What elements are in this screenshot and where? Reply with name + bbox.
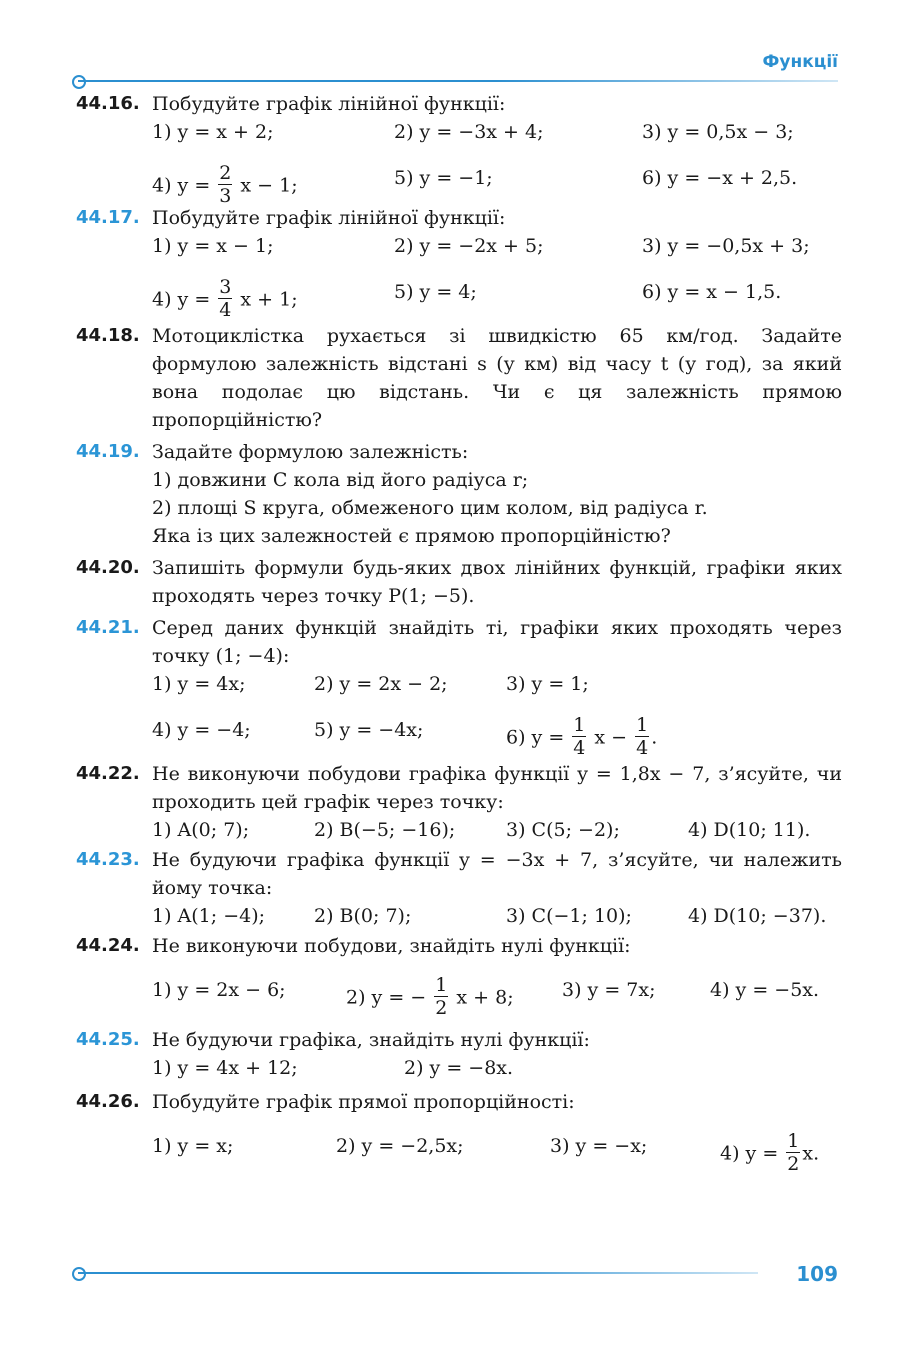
problem-number: 44.24. <box>76 935 140 956</box>
page-number: 109 <box>796 1262 838 1286</box>
list-item: 5) y = −1; <box>394 167 493 189</box>
problem-44-23 <box>76 846 842 932</box>
problem-number: 44.19. <box>76 441 140 462</box>
list-item: 1) y = x + 2; <box>152 121 274 143</box>
list-item: 4) y = −5x. <box>710 979 820 1001</box>
rule-endpoint-icon <box>72 75 86 89</box>
answer-row <box>152 670 842 700</box>
answer-row <box>152 816 842 846</box>
list-item: 4) D(10; 11). <box>688 819 811 841</box>
list-item: 2) y = − $\frac{1}{2}$ x + 8; <box>346 974 514 1019</box>
list-item: 3) y = −0,5x + 3; <box>642 235 810 257</box>
list-item: 4) y = $\frac{3}{4}$ x + 1; <box>152 276 298 321</box>
problem-number: 44.17. <box>76 207 140 228</box>
header-rule <box>78 80 838 82</box>
problem-number: 44.16. <box>76 93 140 114</box>
fraction: $\frac{1}{4}$ <box>573 714 586 759</box>
list-item: 3) y = 0,5x − 3; <box>642 121 794 143</box>
problem-text: Побудуйте графік лінійної функції: <box>152 93 506 115</box>
problem-number: 44.21. <box>76 617 140 638</box>
list-item: 2) y = −2,5x; <box>336 1135 464 1157</box>
fraction: $\frac{1}{4}$ <box>636 714 649 759</box>
problem-text: Побудуйте графік лінійної функції: <box>152 207 506 229</box>
problem-text: Побудуйте графік прямої пропорційності: <box>152 1091 575 1113</box>
problem-number: 44.18. <box>76 325 140 346</box>
list-item: 5) y = 4; <box>394 281 477 303</box>
fraction: $\frac{3}{4}$ <box>219 276 232 321</box>
list-item: 2) B(0; 7); <box>314 905 412 927</box>
problem-number: 44.22. <box>76 763 140 784</box>
problem-text: Не виконуючи побудови, знайдіть нулі функції: <box>152 935 631 957</box>
answer-row <box>152 902 842 932</box>
list-item: 4) y = $\frac{2}{3}$ x − 1; <box>152 162 298 207</box>
problem-44-22 <box>76 760 842 846</box>
problem-text: Серед даних функцій знайдіть ті, графіки яких проходять через точку (1; −4): <box>152 617 842 667</box>
answer-row <box>152 118 842 148</box>
list-item: 2) площі S круга, обмеженого цим колом, від радіуса r. <box>152 497 708 519</box>
problem-44-24 <box>76 932 842 1022</box>
list-item: 1) довжини C кола від його радіуса r; <box>152 469 529 491</box>
list-item: 3) C(−1; 10); <box>506 905 632 927</box>
list-item: 4) y = $\frac{1}{2}$ x. <box>720 1130 820 1175</box>
list-item: 6) y = $\frac{1}{4}$ x − $\frac{1}{4}$ . <box>506 714 658 759</box>
list-item: 2) y = −2x + 5; <box>394 235 544 257</box>
list-item: 6) y = −x + 2,5. <box>642 167 798 189</box>
problem-44-26 <box>76 1088 842 1178</box>
list-item: 1) y = 4x; <box>152 673 246 695</box>
answer-row <box>152 148 842 207</box>
problem-text: Мотоциклістка рухається зі швидкістю 65 км/год. Задайте формулою залежність відстані s (у км) від часу t (у год), за який вона подолає цю відстань. Чи є ця залежність прямою пропорційністю? <box>152 325 842 431</box>
problem-text: Не будуючи графіка функції y = −3x + 7, з’ясуйте, чи належить йому точка: <box>152 849 842 899</box>
list-item: 3) C(5; −2); <box>506 819 620 841</box>
answer-row <box>152 1116 842 1178</box>
problem-44-25 <box>76 1026 842 1084</box>
problem-44-21 <box>76 614 842 759</box>
problem-44-18 <box>76 322 842 434</box>
problem-number: 44.20. <box>76 557 140 578</box>
fraction: $\frac{1}{2}$ <box>787 1130 800 1175</box>
list-item: 6) y = x − 1,5. <box>642 281 782 303</box>
problem-number: 44.26. <box>76 1091 140 1112</box>
problem-text: Не виконуючи побудови графіка функції y = 1,8x − 7, з’ясуйте, чи проходить цей графік через точку: <box>152 763 842 813</box>
list-item: 1) y = x − 1; <box>152 235 274 257</box>
list-item: 4) D(10; −37). <box>688 905 827 927</box>
problem-44-17 <box>76 204 842 321</box>
list-item: 1) y = x; <box>152 1135 234 1157</box>
list-item: 2) y = −3x + 4; <box>394 121 544 143</box>
fraction: $\frac{1}{2}$ <box>435 974 448 1019</box>
rule-endpoint-icon <box>72 1267 86 1281</box>
list-item: 1) y = 2x − 6; <box>152 979 286 1001</box>
answer-row <box>152 960 842 1022</box>
problem-44-19 <box>76 438 842 550</box>
list-item: 3) y = 7x; <box>562 979 656 1001</box>
answer-row <box>152 232 842 262</box>
answer-row <box>152 700 842 759</box>
problem-44-16 <box>76 90 842 207</box>
problem-number: 44.23. <box>76 849 140 870</box>
section-title: Функції <box>762 52 838 72</box>
list-item: 2) B(−5; −16); <box>314 819 456 841</box>
list-item: 1) A(1; −4); <box>152 905 266 927</box>
footer-rule <box>78 1272 758 1274</box>
exercise-list <box>76 90 842 1178</box>
problem-text: Задайте формулою залежність: <box>152 441 469 463</box>
list-item: 3) y = 1; <box>506 673 589 695</box>
list-item: Яка із цих залежностей є прямою пропорційністю? <box>152 525 671 547</box>
list-item: 2) y = 2x − 2; <box>314 673 448 695</box>
list-item: 2) y = −8x. <box>404 1057 514 1079</box>
list-item: 1) y = 4x + 12; <box>152 1057 298 1079</box>
fraction: $\frac{2}{3}$ <box>219 162 232 207</box>
answer-row <box>152 262 842 321</box>
problem-44-20 <box>76 554 842 610</box>
list-item: 4) y = −4; <box>152 719 251 741</box>
list-item: 3) y = −x; <box>550 1135 648 1157</box>
answer-row <box>152 1054 842 1084</box>
list-item: 1) A(0; 7); <box>152 819 250 841</box>
problem-number: 44.25. <box>76 1029 140 1050</box>
list-item: 5) y = −4x; <box>314 719 424 741</box>
problem-text: Не будуючи графіка, знайдіть нулі функції: <box>152 1029 590 1051</box>
problem-text: Запишіть формули будь-яких двох лінійних функцій, графіки яких проходять через точку P(1; −5). <box>152 557 842 607</box>
